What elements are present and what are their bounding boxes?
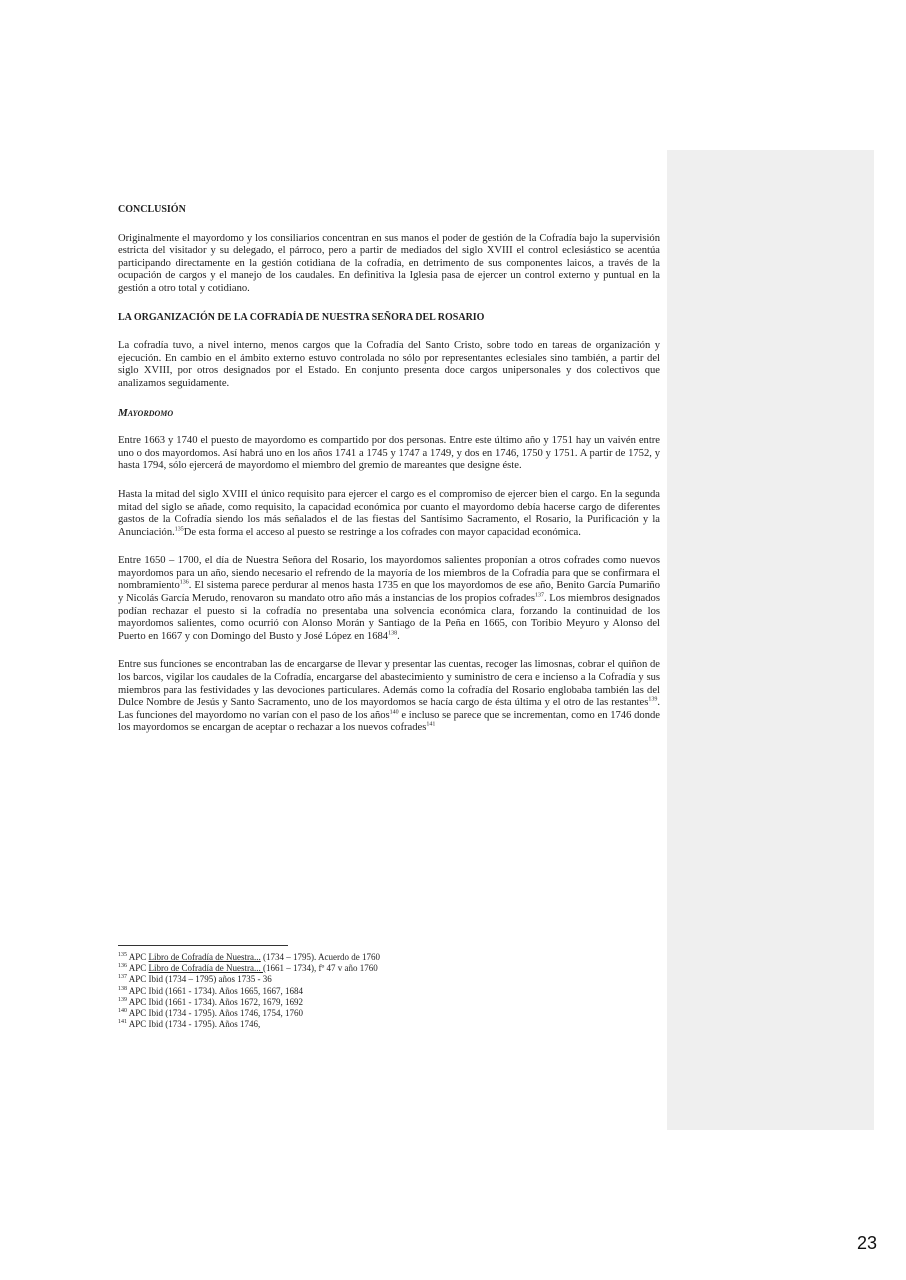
heading-conclusion: CONCLUSIÓN xyxy=(118,204,186,215)
paragraph-text: Entre 1663 y 1740 el puesto de mayordomo es compartido por dos personas. Entre este último año y 1751 hay un vaivén entre uno o dos mayordomos. Así habrá uno en los años 1741 a 1745 y 1747 a 1749, y dos en 1746, 1750 y 1751. A partir de 1752, y hasta 1794, sólo ejercerá de mayordomo el miembro del gremio de mareantes que designe éste. xyxy=(118,435,660,472)
footnote-number: 139 xyxy=(118,996,127,1003)
paragraph-organization xyxy=(118,340,660,390)
paragraph-functions xyxy=(118,659,660,735)
footnote-number: 137 xyxy=(118,974,127,981)
comment-margin-panel xyxy=(667,150,874,1130)
footnote-separator xyxy=(118,945,288,946)
paragraph-text: Entre 1650 – 1700, el día de Nuestra Señora del Rosario, los mayordomos salientes proponían a otros cofrades como nuevos mayordomos para un año, siendo necesario el refrendo de la mayoría de los miembros de la Cofradía para que se confirmara el nombramiento xyxy=(118,555,660,592)
footnote-text: APC xyxy=(127,963,149,974)
footnote-text: (1734 – 1795). Acuerdo de 1760 xyxy=(260,952,380,962)
body-text xyxy=(118,204,660,751)
footnote-number: 141 xyxy=(118,1019,127,1026)
paragraph-conclusion xyxy=(118,233,660,296)
footnote xyxy=(118,952,518,963)
footnotes xyxy=(118,952,518,1030)
footnote-number: 140 xyxy=(118,1008,127,1015)
footnote-ref[interactable]: 139 xyxy=(648,696,658,703)
footnote-ref[interactable]: 136 xyxy=(179,579,189,586)
footnote-text: APC Ibid (1661 - 1734). Años 1665, 1667, 1684 xyxy=(127,985,304,996)
footnote-number: 135 xyxy=(118,952,127,958)
footnote-ref[interactable]: 141 xyxy=(426,721,436,728)
heading-organization: LA ORGANIZACIÓN DE LA COFRADÍA DE NUESTRA SEÑORA DEL ROSARIO xyxy=(118,311,485,323)
paragraph-text: Entre sus funciones se encontraban las de encargarse de llevar y presentar las cuentas, recoger las limosnas, cobrar el quiñon de los barcos, vigilar los caudales de la Cofradía, encargarse del abastecimiento y suministro de cera e incienso a la Cofradía y sus miembros para las festividades y las devociones particulares. Además como la cofradía del Rosario englobaba también las del Dulce Nombre de Jesús y Santo Sacramento, uno de los mayordomos se hacía cargo de ésta última y el otro de las restantes xyxy=(118,659,660,709)
paragraph-text: . Las funciones del mayordomo no varían con el paso de los años xyxy=(118,697,660,721)
paragraph-text: Originalmente el mayordomo y los consiliarios concentran en sus manos el poder de gestión de la Cofradía bajo la supervisión estricta del visitador y su delegado, el párroco, pero a partir de mediados del siglo XVIII el control eclesiástico se acentúa participando directamente en la gestión cotidiana de la cofradía, en detrimento de sus componentes laicos, a través de la ocupación de cargos y el manejo de los caudales. En definitiva la Iglesia pasa de ejercer un control externo y puntual en la gestión a otro total y cotidiano. xyxy=(118,232,660,294)
footnote xyxy=(118,986,518,997)
footnote xyxy=(118,1008,518,1019)
footnote-link[interactable]: Libro de Cofradía de Nuestra... xyxy=(148,963,263,974)
paragraph-mayordomo-period xyxy=(118,435,660,473)
paragraph-text: De esta forma el acceso al puesto se restringe a los cofrades con mayor capacidad económica. xyxy=(183,526,581,538)
footnote-link[interactable]: Libro de Cofradía de Nuestra... xyxy=(148,952,261,962)
paragraph-text: . El sistema parece perdurar al menos hasta 1735 en que los mayordomos de ese año, Benito García Pumariño y Nicolás García Merudo, renovaron su mandato otro año más a instancias de los propios cofrades xyxy=(118,580,660,605)
footnote-ref[interactable]: 137 xyxy=(534,592,544,599)
paragraph-text: . xyxy=(397,630,400,642)
footnote-text: APC Ibid (1734 - 1795). Años 1746, xyxy=(127,1019,261,1030)
footnote-ref[interactable]: 140 xyxy=(389,709,399,716)
paragraph-requirements xyxy=(118,489,660,539)
footnote-text: APC Ibid (1734 – 1795) años 1735 - 36 xyxy=(127,974,272,985)
footnote xyxy=(118,963,518,974)
footnote-text: (1661 – 1734), fº 47 v año 1760 xyxy=(262,963,378,974)
footnote xyxy=(118,1019,518,1030)
footnote-ref[interactable]: 138 xyxy=(388,630,398,637)
page-number: 23 xyxy=(857,1233,878,1253)
footnote-text: APC xyxy=(127,952,149,962)
footnote-text: APC Ibid (1661 - 1734). Años 1672, 1679, 1692 xyxy=(127,996,304,1007)
footnote xyxy=(118,974,518,985)
footnote-number: 136 xyxy=(118,963,127,970)
footnote-ref[interactable]: 135 xyxy=(174,526,184,533)
paragraph-text: La cofradía tuvo, a nivel interno, menos cargos que la Cofradía del Santo Cristo, sobre todo en tareas de organización y ejecución. En cambio en el ámbito externo estuvo controlada no sólo por representantes eclesiales sino también, a partir del siglo XVIII, por otros designados por el Estado. En conjunto presenta doce cargos unipersonales y dos colectivos que analizamos seguidamente. xyxy=(118,340,660,389)
paragraph-text: Hasta la mitad del siglo XVIII el único requisito para ejercer el cargo es el compromiso de ejercer bien el cargo. En la segunda mitad del siglo se añade, como requisito, la capacidad económica por cuanto el mayordomo debía hacerse cargo de diferentes gastos de la Cofradía siendo los más señalados el de las fiestas del Santísimo Sacramento, el Rosario, la Purificación y la Anunciación. xyxy=(118,488,660,538)
paragraph-election xyxy=(118,555,660,643)
paragraph-text: . Los miembros designados podían rechazar el puesto si la cofradía no presentaba una solvencia económica clara, forzando la continuidad de los mayordomos salientes, como ocurrió con Alonso Morán y Santiago de la Peña en 1665, con Toribio Meyuro y Alonso del Puerto en 1667 y con Domingo del Busto y José López en 1684 xyxy=(118,593,660,642)
heading-mayordomo: Mayordomo xyxy=(118,406,174,419)
footnote-number: 138 xyxy=(118,985,127,992)
footnote-text: APC Ibid (1734 - 1795). Años 1746, 1754, 1760 xyxy=(127,1008,304,1019)
paragraph-text: e incluso se parece que se incrementan, como en 1746 donde los mayordomos se encargan de aceptar o rechazar a los nuevos cofrades xyxy=(118,709,660,734)
footnote xyxy=(118,997,518,1008)
